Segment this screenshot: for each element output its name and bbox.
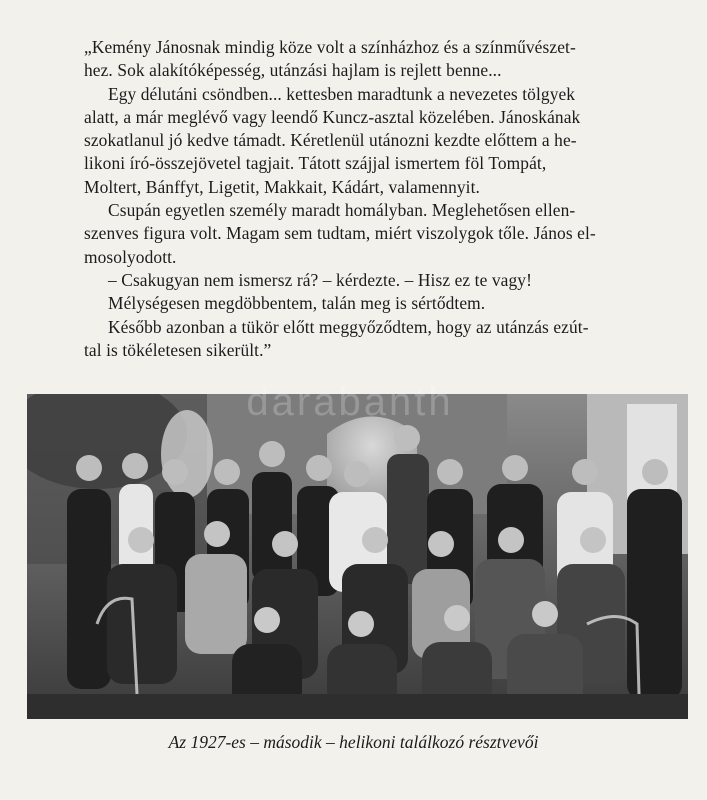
watermark: darabanth [246,380,454,424]
text-line: – Csakugyan nem ismersz rá? – kérdezte. – Hisz ez te vagy! [108,269,532,290]
quoted-text-block [84,36,664,362]
paragraph-6 [84,316,664,363]
paragraph-1 [84,36,664,83]
text-line: szenves figura volt. Magam sem tudtam, miért viszolygok tőle. János el- [84,223,596,244]
text-line: tal is tökéletesen sikerült.” [84,339,272,360]
paragraph-3 [84,199,664,269]
text-line: „Kemény Jánosnak mindig köze volt a színházhoz és a színművészet- [84,37,576,57]
text-line: Moltert, Bánffyt, Ligetit, Makkait, Kádárt, valamennyit. [84,176,480,197]
text-line: Mélységesen megdöbbentem, talán meg is sértődtem. [108,293,486,314]
text-line: alatt, a már meglévő vagy leendő Kuncz-asztal közelében. Jánoskának [84,106,581,127]
text-line: Egy délutáni csöndben... kettesben maradtunk a nevezetes tölgyek [108,83,576,104]
text-line: szokatlanul jó kedve támadt. Kéretlenül utánozni kezdte előttem a he- [84,130,577,151]
paragraph-4 [84,269,664,292]
text-line: hez. Sok alakítóképesség, utánzási hajlam is rejlett benne... [84,60,502,81]
paragraph-2 [84,83,664,199]
text-line: likoni író-összejövetel tagjait. Tátott szájjal ismertem föl Tompát, [84,153,547,174]
text-line: mosolyodott. [84,246,177,267]
text-line: Csupán egyetlen személy maradt homályban. Meglehetősen ellen- [108,200,576,221]
photo-caption: Az 1927-es – második – helikoni találkozó résztvevői [168,732,539,752]
paragraph-5 [84,292,664,315]
group-photograph [27,394,688,719]
text-line: Később azonban a tükör előtt meggyőződtem, hogy az utánzás ezút- [108,316,589,337]
group-photo-drawing [27,394,688,719]
